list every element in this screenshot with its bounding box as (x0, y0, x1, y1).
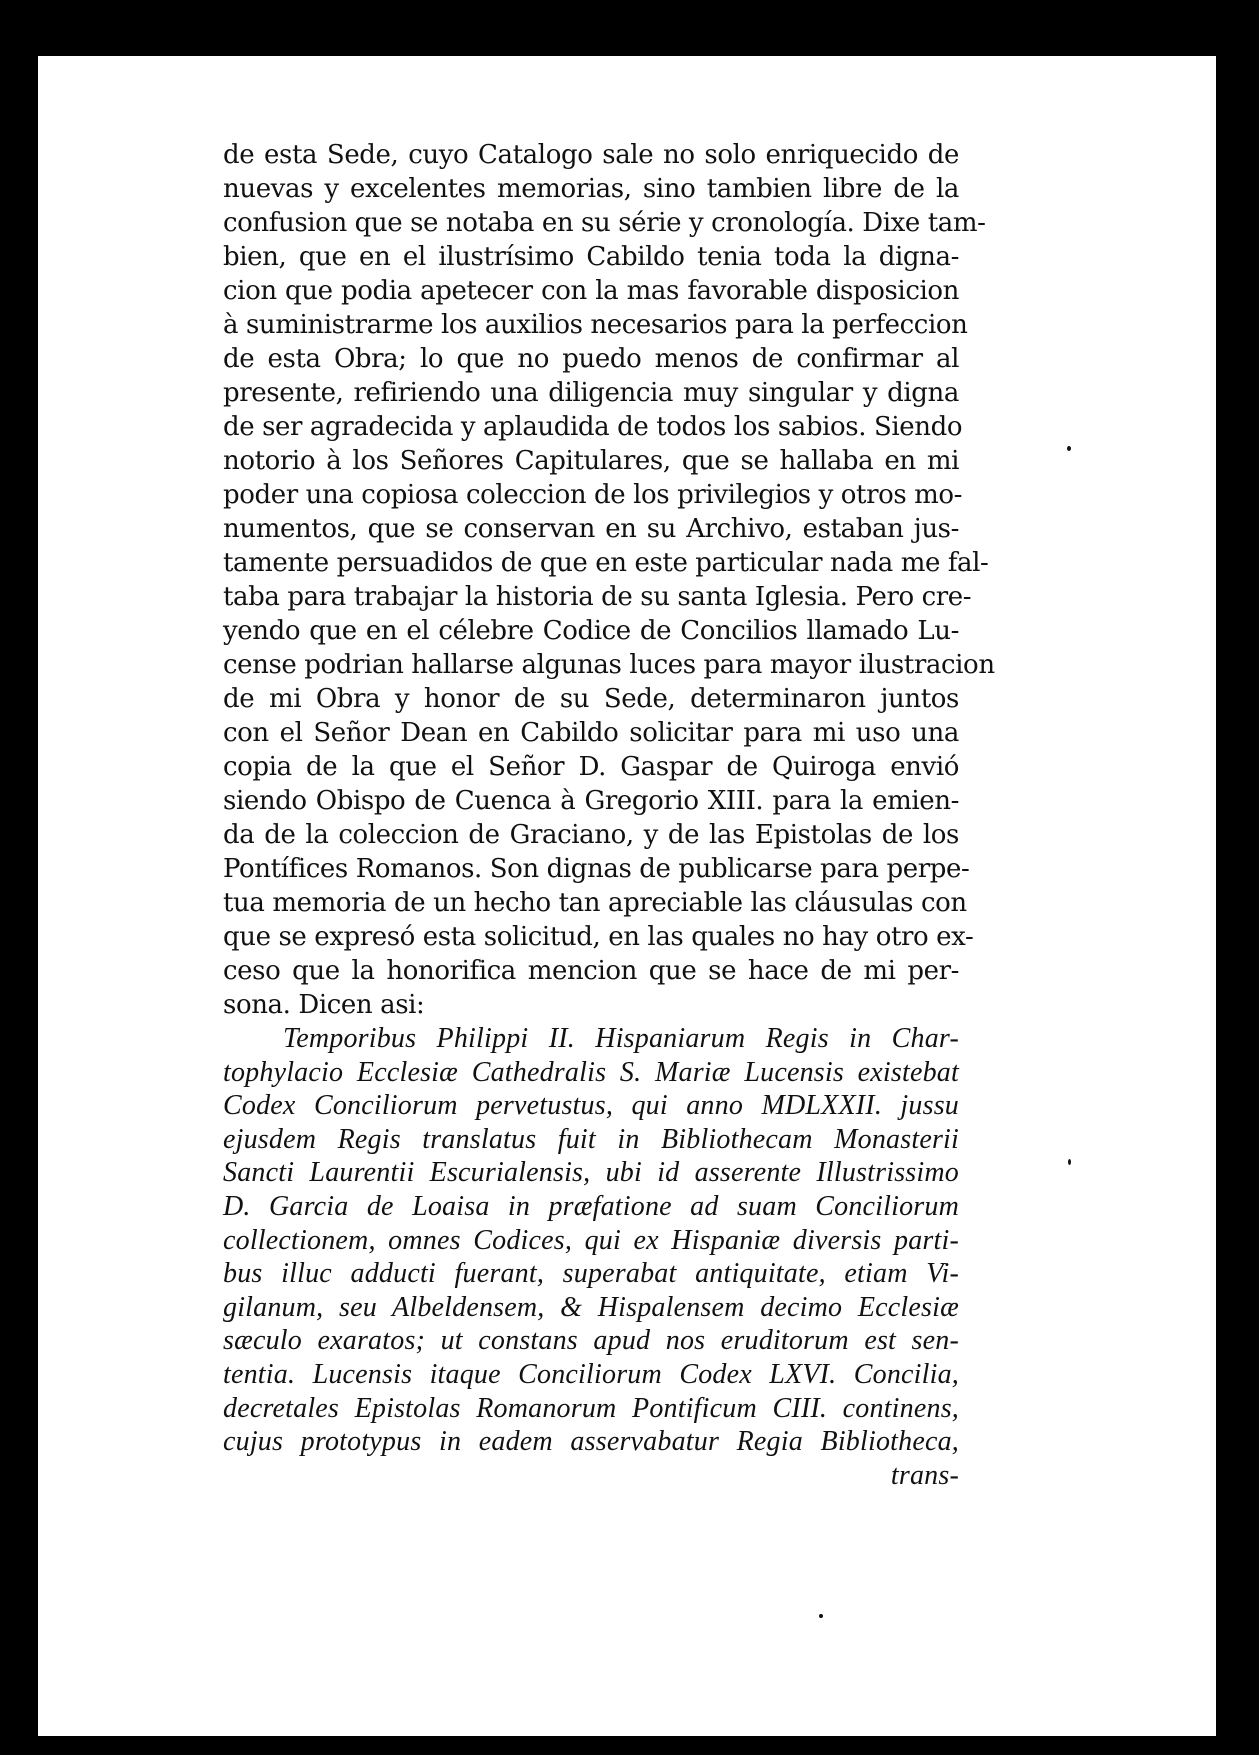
text-line: ceso que la honorifica mencion que se hace de mi per- (223, 956, 959, 986)
quote-line: Temporibus Philippi II. Hispaniarum Regis in Char- (283, 1023, 959, 1054)
quote-line: cujus prototypus in eadem asservabatur Regia Bibliotheca, (223, 1426, 959, 1458)
text-line: notorio à los Señores Capitulares, que se hallaba en mi (223, 446, 959, 476)
quote-line: bus illuc adducti fuerant, superabat antiquitate, etiam Vi- (223, 1258, 959, 1290)
text-line: sona. Dicen asi: (223, 990, 425, 1020)
text-line: da de la coleccion de Graciano, y de las Epistolas de los (223, 820, 959, 850)
spanish-paragraph (223, 138, 995, 1022)
quote-line: ejusdem Regis translatus fuit in Bibliothecam Monasterii (223, 1123, 959, 1155)
text-line: nuevas y excelentes memorias, sino tambien libre de la (223, 174, 959, 204)
ink-speck (1067, 446, 1071, 451)
quote-line: collectionem, omnes Codices, qui ex Hispaniæ diversis parti- (223, 1224, 959, 1256)
catchword: trans- (890, 1459, 959, 1491)
ink-speck (819, 1614, 823, 1618)
text-line: con el Señor Dean en Cabildo solicitar para mi uso una (223, 718, 959, 748)
quote-line: tentia. Lucensis itaque Conciliorum Codex LXVI. Concilia, (223, 1358, 959, 1390)
quote-line: Sancti Laurentii Escurialensis, ubi id asserente Illustrissimo (223, 1157, 959, 1189)
text-line: cense podrian hallarse algunas luces para mayor ilustracion (223, 650, 995, 680)
text-line: presente, refiriendo una diligencia muy singular y digna (223, 378, 959, 408)
latin-quotation (223, 1022, 959, 1492)
text-line: poder una copiosa coleccion de los privilegios y otros mo- (223, 480, 963, 510)
quote-line: decretales Epistolas Romanorum Pontificum CIII. continens, (223, 1392, 959, 1424)
text-line: Pontífices Romanos. Son dignas de publicarse para perpe- (223, 854, 970, 884)
text-line: yendo que en el célebre Codice de Concilios llamado Lu- (223, 616, 959, 646)
text-line: de ser agradecida y aplaudida de todos los sabios. Siendo (223, 412, 963, 442)
quote-line: tophylacio Ecclesiæ Cathedralis S. Mariæ Lucensis existebat (223, 1056, 959, 1088)
text-line: à suministrarme los auxilios necesarios para la perfeccion (223, 310, 968, 340)
text-line: tua memoria de un hecho tan apreciable las cláusulas con (223, 888, 967, 918)
text-line: confusion que se notaba en su série y cronología. Dixe tam- (223, 208, 986, 238)
text-line: tamente persuadidos de que en este particular nada me fal- (223, 548, 989, 578)
ink-speck (1068, 1159, 1071, 1165)
text-line: bien, que en el ilustrísimo Cabildo tenia toda la digna- (223, 242, 959, 272)
book-page (38, 56, 1216, 1736)
text-line: copia de la que el Señor D. Gaspar de Quiroga envió (223, 752, 959, 782)
quote-line: D. Garcia de Loaisa in præfatione ad suam Conciliorum (223, 1190, 959, 1222)
text-line: de esta Sede, cuyo Catalogo sale no solo enriquecido de (223, 140, 959, 170)
text-line: que se expresó esta solicitud, en las quales no hay otro ex- (223, 922, 974, 952)
text-line: siendo Obispo de Cuenca à Gregorio XIII. para la emien- (223, 786, 959, 816)
text-line: cion que podia apetecer con la mas favorable disposicion (223, 276, 959, 306)
text-line: numentos, que se conservan en su Archivo, estaban jus- (223, 514, 959, 544)
text-line: de mi Obra y honor de su Sede, determinaron juntos (223, 684, 959, 714)
text-line: taba para trabajar la historia de su santa Iglesia. Pero cre- (223, 582, 972, 612)
quote-line: sæculo exaratos; ut constans apud nos eruditorum est sen- (223, 1325, 959, 1357)
page-text (223, 138, 995, 1492)
quote-line: Codex Conciliorum pervetustus, qui anno MDLXXII. jussu (223, 1090, 959, 1122)
text-line: de esta Obra; lo que no puedo menos de confirmar al (223, 344, 959, 374)
quote-line: gilanum, seu Albeldensem, & Hispalensem decimo Ecclesiæ (223, 1291, 959, 1323)
